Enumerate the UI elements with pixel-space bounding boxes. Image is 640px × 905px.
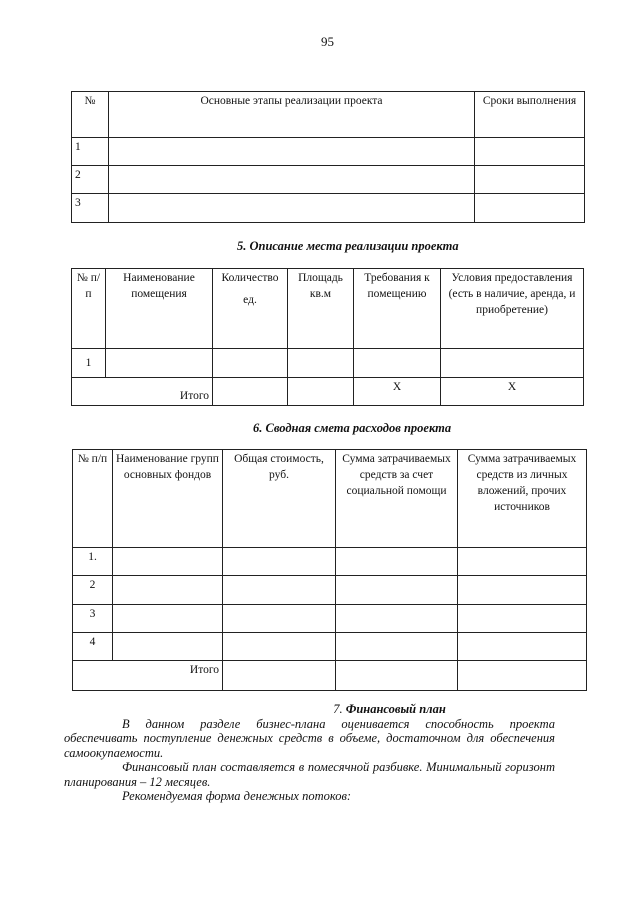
total-area-cell[interactable] [288, 378, 354, 406]
header-quantity-unit: ед. [243, 294, 257, 306]
table-row [72, 166, 585, 194]
deadline-cell[interactable] [475, 138, 585, 166]
section-5-title: 5. Описание места реализации проекта [237, 239, 459, 253]
paragraph-intro: В данном разделе бизнес-плана оценивается способность проекта обеспечивать поступление денежных средств в объеме, достаточном для обеспечения самоокупаемости. [64, 716, 555, 760]
total-quantity-cell[interactable] [213, 378, 288, 406]
total-social-aid-cell[interactable] [336, 661, 458, 691]
table-row [73, 633, 587, 661]
personal-funds-cell[interactable] [458, 576, 587, 605]
section-6-title: 6. Сводная смета расходов проекта [253, 421, 452, 435]
requirements-cell[interactable] [354, 349, 441, 378]
deadline-cell[interactable] [475, 166, 585, 194]
social-aid-cell[interactable] [336, 633, 458, 661]
financial-plan-section [64, 702, 555, 804]
header-total-cost: Общая стоимость, руб. [223, 450, 336, 548]
total-conditions-cell: Х [441, 378, 584, 406]
header-num: № п/п [72, 269, 106, 349]
section-7-heading: Финансовый план [345, 702, 446, 716]
total-row [72, 378, 584, 406]
header-deadline: Сроки выполнения [475, 92, 585, 138]
table-row [73, 548, 587, 576]
header-fund-groups: Наименование групп основных фондов [113, 450, 223, 548]
total-cost-cell[interactable] [223, 576, 336, 605]
location-table [71, 268, 584, 406]
total-cost-cell[interactable] [223, 548, 336, 576]
page-number: 95 [321, 34, 334, 49]
stages-table [71, 91, 585, 223]
personal-funds-cell[interactable] [458, 633, 587, 661]
fund-group-cell[interactable] [113, 633, 223, 661]
fund-group-cell[interactable] [113, 605, 223, 633]
conditions-cell[interactable] [441, 349, 584, 378]
total-personal-funds-cell[interactable] [458, 661, 587, 691]
header-num: № п/п [73, 450, 113, 548]
paragraph-monthly: Финансовый план составляется в помесячной разбивке. Минимальный горизонт планирования – 12 месяцев. [64, 760, 555, 789]
table-header-row [72, 269, 584, 349]
total-cost-cell[interactable] [223, 633, 336, 661]
row-num: 2 [72, 166, 109, 194]
social-aid-cell[interactable] [336, 548, 458, 576]
stage-cell[interactable] [109, 166, 475, 194]
table-row [73, 576, 587, 605]
total-requirements-cell: Х [354, 378, 441, 406]
row-num: 1 [72, 138, 109, 166]
header-quantity-label: Количество [221, 272, 279, 284]
row-num: 1. [73, 548, 113, 576]
total-label: Итого [73, 661, 223, 691]
paragraph-cashflow-form: Рекомендуемая форма денежных потоков: [122, 789, 352, 803]
fund-group-cell[interactable] [113, 548, 223, 576]
header-area: Площадь кв.м [288, 269, 354, 349]
stage-cell[interactable] [109, 194, 475, 223]
room-name-cell[interactable] [106, 349, 213, 378]
header-conditions: Условия предоставления (есть в наличие, аренда, и приобретение) [441, 269, 584, 349]
row-num: 3 [72, 194, 109, 223]
total-cost-sum-cell[interactable] [223, 661, 336, 691]
table-header-row [73, 450, 587, 548]
row-num: 1 [72, 349, 106, 378]
stage-cell[interactable] [109, 138, 475, 166]
table-row [72, 349, 584, 378]
section-7-title [64, 702, 555, 717]
deadline-cell[interactable] [475, 194, 585, 223]
header-stages: Основные этапы реализации проекта [109, 92, 475, 138]
personal-funds-cell[interactable] [458, 605, 587, 633]
header-room-name: Наименование помещения [106, 269, 213, 349]
header-quantity [213, 269, 288, 349]
total-label: Итого [72, 378, 213, 406]
section-7-number: 7. [333, 702, 343, 716]
header-requirements: Требования к помещению [354, 269, 441, 349]
table-row [72, 194, 585, 223]
header-personal-funds: Сумма затрачиваемых средств из личных вложений, прочих источников [458, 450, 587, 548]
header-num: № [72, 92, 109, 138]
table-header-row [72, 92, 585, 138]
area-cell[interactable] [288, 349, 354, 378]
social-aid-cell[interactable] [336, 576, 458, 605]
quantity-cell[interactable] [213, 349, 288, 378]
row-num: 2 [73, 576, 113, 605]
total-cost-cell[interactable] [223, 605, 336, 633]
social-aid-cell[interactable] [336, 605, 458, 633]
header-social-aid: Сумма затрачиваемых средств за счет социальной помощи [336, 450, 458, 548]
fund-group-cell[interactable] [113, 576, 223, 605]
table-row [72, 138, 585, 166]
personal-funds-cell[interactable] [458, 548, 587, 576]
table-row [73, 605, 587, 633]
total-row [73, 661, 587, 691]
cost-estimate-table [72, 449, 587, 691]
row-num: 3 [73, 605, 113, 633]
row-num: 4 [73, 633, 113, 661]
